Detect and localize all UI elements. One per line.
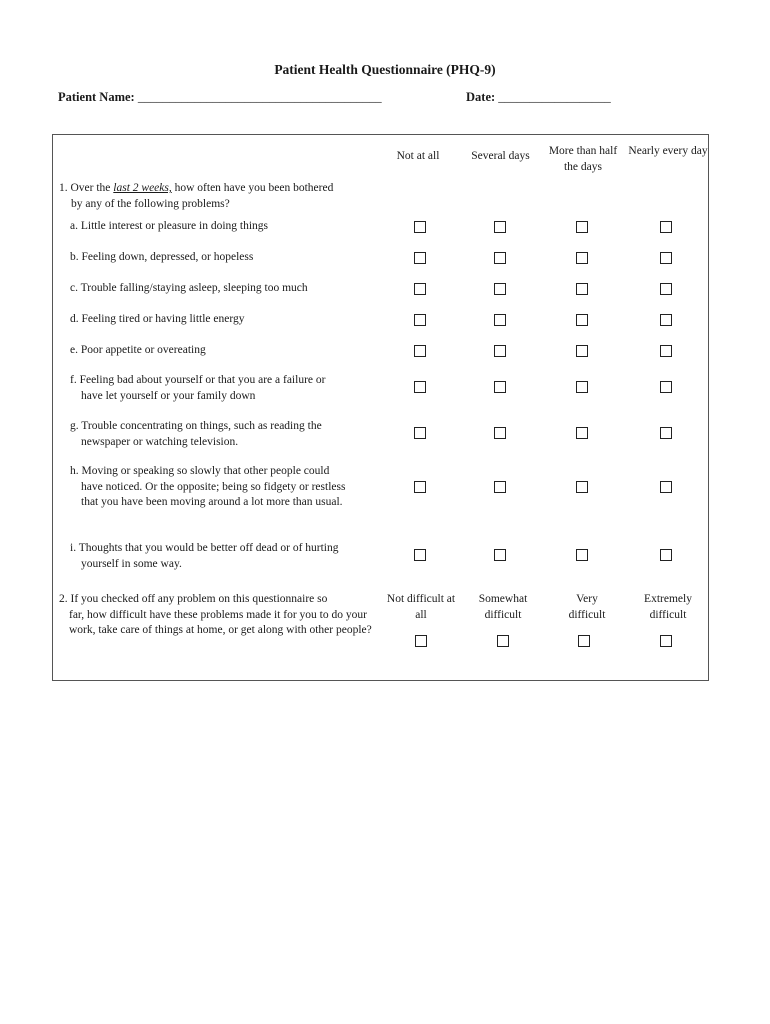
checkbox-d-not-at-all[interactable]	[414, 314, 426, 326]
item-f: f. Feeling bad about yourself or that you are a failure or have let yourself or your family down	[70, 374, 326, 402]
checkbox-f-more-than-half[interactable]	[576, 381, 588, 393]
patient-name-field[interactable]	[58, 90, 382, 105]
date-label: Date:	[466, 90, 496, 104]
col-header-somewhat-difficult: Somewhat difficult	[478, 593, 528, 621]
q1-prefix: 1. Over the	[59, 182, 111, 194]
checkbox-i-nearly-every-day[interactable]	[660, 549, 672, 561]
form-title: Patient Health Questionnaire (PHQ-9)	[274, 62, 496, 77]
item-i: i. Thoughts that you would be better off dead or of hurting yourself in some way.	[70, 542, 339, 570]
checkbox-a-not-at-all[interactable]	[414, 221, 426, 233]
checkbox-g-more-than-half[interactable]	[576, 427, 588, 439]
checkbox-b-not-at-all[interactable]	[414, 252, 426, 264]
date-field[interactable]	[466, 90, 611, 105]
checkbox-h-nearly-every-day[interactable]	[660, 481, 672, 493]
checkbox-g-nearly-every-day[interactable]	[660, 427, 672, 439]
checkbox-i-more-than-half[interactable]	[576, 549, 588, 561]
checkbox-b-more-than-half[interactable]	[576, 252, 588, 264]
checkbox-e-several-days[interactable]	[494, 345, 506, 357]
checkbox-c-nearly-every-day[interactable]	[660, 283, 672, 295]
checkbox-i-not-at-all[interactable]	[414, 549, 426, 561]
q1-emphasis: last 2 weeks,	[113, 182, 172, 194]
checkbox-f-nearly-every-day[interactable]	[660, 381, 672, 393]
checkbox-q2-extremely-difficult[interactable]	[660, 635, 672, 647]
q2-line1: 2. If you checked off any problem on this questionnaire so	[59, 593, 328, 605]
checkbox-g-several-days[interactable]	[494, 427, 506, 439]
question-1	[59, 181, 379, 212]
checkbox-h-several-days[interactable]	[494, 481, 506, 493]
item-d: d. Feeling tired or having little energy	[70, 313, 245, 325]
col-header-several-days: Several days	[471, 150, 530, 162]
checkbox-e-not-at-all[interactable]	[414, 345, 426, 357]
checkbox-g-not-at-all[interactable]	[414, 427, 426, 439]
checkbox-q2-somewhat-difficult[interactable]	[497, 635, 509, 647]
q2-rest: far, how difficult have these problems made it for you to do your work, take care of things at home, or get along with other people?	[69, 608, 372, 636]
checkbox-q2-not-difficult[interactable]	[415, 635, 427, 647]
col-header-very-difficult: Very difficult	[568, 593, 606, 621]
checkbox-c-not-at-all[interactable]	[414, 283, 426, 295]
question-2	[59, 592, 377, 639]
patient-name-label: Patient Name:	[58, 90, 135, 104]
col-header-more-than-half: More than half the days	[548, 145, 618, 173]
questionnaire-table	[52, 134, 709, 681]
checkbox-a-several-days[interactable]	[494, 221, 506, 233]
checkbox-d-several-days[interactable]	[494, 314, 506, 326]
checkbox-d-nearly-every-day[interactable]	[660, 314, 672, 326]
checkbox-h-not-at-all[interactable]	[414, 481, 426, 493]
checkbox-f-several-days[interactable]	[494, 381, 506, 393]
checkbox-i-several-days[interactable]	[494, 549, 506, 561]
col-header-not-difficult: Not difficult at all	[386, 593, 456, 621]
checkbox-b-several-days[interactable]	[494, 252, 506, 264]
checkbox-q2-very-difficult[interactable]	[578, 635, 590, 647]
item-a: a. Little interest or pleasure in doing things	[70, 220, 269, 232]
date-blank[interactable]: __________________	[498, 90, 611, 104]
item-e: e. Poor appetite or overeating	[70, 344, 206, 356]
checkbox-h-more-than-half[interactable]	[576, 481, 588, 493]
checkbox-e-nearly-every-day[interactable]	[660, 345, 672, 357]
patient-name-blank[interactable]: _______________________________________	[137, 90, 382, 104]
col-header-extremely-difficult: Extremely difficult	[644, 593, 692, 621]
checkbox-d-more-than-half[interactable]	[576, 314, 588, 326]
item-c: c. Trouble falling/staying asleep, sleeping too much	[70, 282, 308, 294]
col-header-not-at-all: Not at all	[396, 150, 440, 162]
checkbox-e-more-than-half[interactable]	[576, 345, 588, 357]
checkbox-f-not-at-all[interactable]	[414, 381, 426, 393]
q1-line2: by any of the following problems?	[71, 197, 230, 210]
item-g: g. Trouble concentrating on things, such as reading the newspaper or watching television.	[70, 420, 322, 448]
checkbox-b-nearly-every-day[interactable]	[660, 252, 672, 264]
col-header-nearly-every-day: Nearly every day	[628, 145, 708, 157]
checkbox-a-nearly-every-day[interactable]	[660, 221, 672, 233]
checkbox-c-several-days[interactable]	[494, 283, 506, 295]
checkbox-a-more-than-half[interactable]	[576, 221, 588, 233]
q1-suffix: how often have you been bothered	[174, 182, 334, 194]
item-h: h. Moving or speaking so slowly that other people could have noticed. Or the opposite; being so fidgety or restless that you have been moving around a lot more than usual.	[70, 465, 346, 508]
checkbox-c-more-than-half[interactable]	[576, 283, 588, 295]
item-b: b. Feeling down, depressed, or hopeless	[70, 251, 254, 263]
